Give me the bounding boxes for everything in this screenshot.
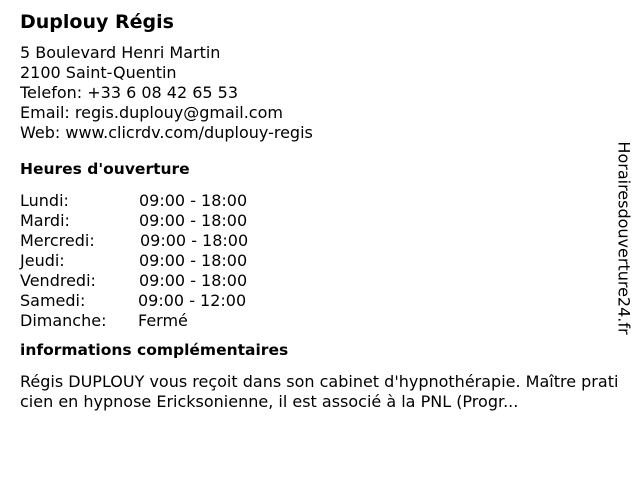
web-line: Web: www.clicrdv.com/duplouy-regis — [20, 123, 313, 142]
hours-row-friday — [20, 271, 620, 291]
time-range: 09:00 - 18:00 — [140, 231, 249, 250]
business-card — [20, 10, 620, 412]
time-range: 09:00 - 18:00 — [139, 251, 248, 270]
hours-row-sunday — [20, 311, 620, 331]
day-label: Jeudi: — [20, 251, 65, 270]
time-range: 09:00 - 18:00 — [139, 211, 248, 230]
address-street: 5 Boulevard Henri Martin — [20, 43, 221, 62]
hours-row-wednesday — [20, 231, 620, 251]
day-label: Samedi: — [20, 291, 86, 310]
phone-line: Telefon: +33 6 08 42 65 53 — [20, 83, 239, 102]
hours-row-thursday — [20, 251, 620, 271]
day-label: Vendredi: — [20, 271, 96, 290]
day-label: Dimanche: — [20, 311, 107, 330]
day-label: Mardi: — [20, 211, 70, 230]
opening-hours-list — [20, 191, 620, 331]
address-city: 2100 Saint-Quentin — [20, 63, 177, 82]
time-range: 09:00 - 18:00 — [139, 191, 248, 210]
additional-info-heading: informations complémentaires — [20, 341, 289, 359]
additional-info-text: Régis DUPLOUY vous reçoit dans son cabinet d'hypnothérapie. Maître praticien en hypnose Ericksonienne, il est associé à la PNL (Progr... — [20, 372, 619, 411]
time-range: 09:00 - 18:00 — [139, 271, 248, 290]
hours-row-monday — [20, 191, 620, 211]
closed-label: Fermé — [138, 311, 188, 330]
time-range: 09:00 - 12:00 — [138, 291, 247, 310]
day-label: Mercredi: — [20, 231, 95, 250]
hours-row-saturday — [20, 291, 620, 311]
opening-hours-heading: Heures d'ouverture — [20, 160, 190, 178]
hours-row-tuesday — [20, 211, 620, 231]
site-watermark: Horairesdouverture24.fr — [614, 141, 634, 335]
day-label: Lundi: — [20, 191, 69, 210]
email-line: Email: regis.duplouy@gmail.com — [20, 103, 283, 122]
business-name: Duplouy Régis — [20, 11, 174, 33]
